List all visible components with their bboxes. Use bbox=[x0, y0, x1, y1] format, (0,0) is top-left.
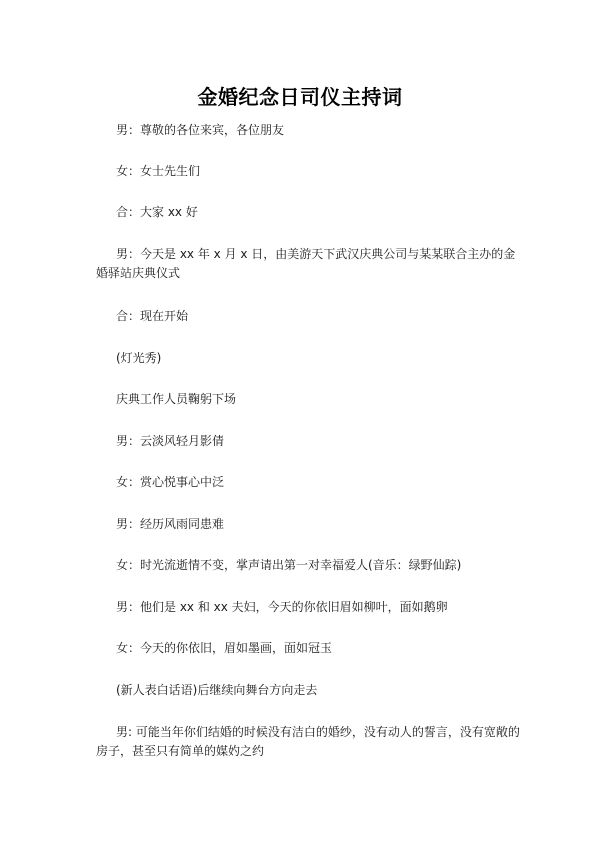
paragraph-9: 女：赏心悦事心中泛 bbox=[116, 475, 225, 489]
paragraph-5: 合：现在开始 bbox=[116, 309, 189, 323]
document-title: 金婚纪念日司仪主持词 bbox=[197, 85, 403, 109]
paragraph-13: 女：今天的你依旧，眉如墨画，面如冠玉 bbox=[116, 641, 333, 655]
paragraph-6: (灯光秀) bbox=[116, 351, 162, 365]
paragraph-3: 合：大家 xx 好 bbox=[116, 205, 198, 219]
paragraph-2: 女：女士先生们 bbox=[116, 164, 201, 178]
paragraph-1: 男：尊敬的各位来宾，各位朋友 bbox=[116, 123, 285, 137]
paragraph-12: 男：他们是 xx 和 xx 夫妇，今天的你依旧眉如柳叶，面如鹅卵 bbox=[116, 600, 448, 614]
paragraph-15: 男: 可能当年你们结婚的时候没有洁白的婚纱，没有动人的誓言，没有宽敞的房子，甚至只有简单的媒妁之约 bbox=[96, 725, 520, 758]
paragraph-11: 女：时光流逝情不变，掌声请出第一对幸福爱人(音乐：绿野仙踪) bbox=[116, 558, 462, 572]
paragraph-4: 男：今天是 xx 年 x 月 x 日，由美游天下武汉庆典公司与某某联合主办的金婚驿站庆典仪式 bbox=[96, 247, 516, 280]
paragraph-10: 男：经历风雨同患难 bbox=[116, 517, 225, 531]
paragraph-14: (新人表白话语)后继续向舞台方向走去 bbox=[116, 683, 318, 697]
paragraph-8: 男：云淡风轻月影倩 bbox=[116, 434, 225, 448]
paragraph-7: 庆典工作人员鞠躬下场 bbox=[116, 392, 237, 406]
